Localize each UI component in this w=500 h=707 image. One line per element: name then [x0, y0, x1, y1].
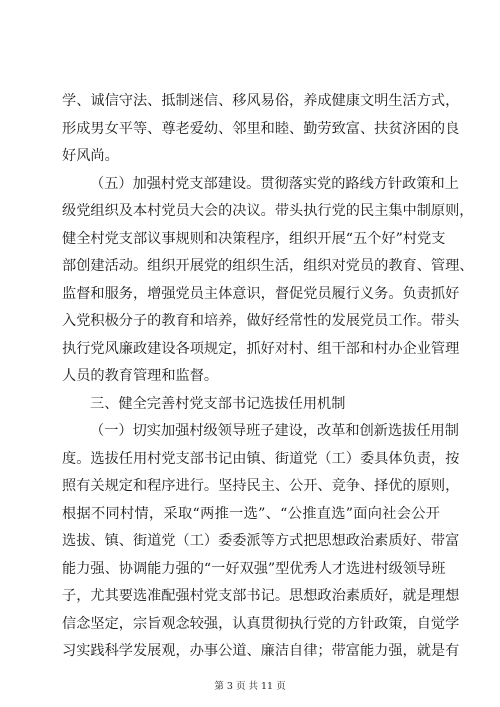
page-number-footer: 第 3 页 共 11 页 — [214, 681, 286, 692]
document-body — [62, 88, 474, 666]
text-line: 照有关规定和程序进行。坚持民主、公开、竞争、择优的原则， — [62, 478, 460, 494]
text-line: 入党积极分子的教育和培养，做好经常性的发展党员工作。带头 — [62, 313, 460, 329]
text-line: 监督和服务，增强党员主体意识，督促党员履行义务。负责抓好 — [62, 285, 460, 302]
paragraph-3 — [62, 418, 460, 666]
text-line: 信念坚定，宗旨观念较强，认真贯彻执行党的方针政策，自觉学 — [62, 615, 460, 632]
text-line: 形成男女平等、尊老爱幼、邻里和睦、勤劳致富、扶贫济困的良 — [62, 120, 460, 137]
text-line: 级党组织及本村党员大会的决议。带头执行党的民主集中制原则， — [62, 203, 474, 219]
text-line: （五）加强村党支部建设。贯彻落实党的路线方针政策和上 — [90, 175, 459, 192]
text-line: 好风尚。 — [62, 148, 119, 164]
text-line: 执行党风廉政建设各项规定，抓好对村、组干部和村办企业管理 — [62, 340, 460, 357]
text-line: 根据不同村情，采取“两推一选”、“公推直选”面向社会公开 — [62, 505, 440, 522]
text-line: （一）切实加强村级领导班子建设，改革和创新选拔任用制 — [90, 423, 459, 439]
section-heading: 三、健全完善村党支部书记选拔任用机制 — [90, 395, 346, 412]
text-line: 部创建活动。组织开展党的组织生活，组织对党员的教育、管理、 — [62, 258, 474, 274]
paragraph-2 — [62, 171, 474, 391]
text-line: 选拔、镇、街道党（工）委委派等方式把思想政治素质好、带富 — [62, 533, 460, 549]
text-line: 健全村党支部议事规则和决策程序，组织开展“五个好”村党支 — [62, 230, 446, 247]
text-line: 学、诚信守法、抵制迷信、移风易俗，养成健康文明生活方式， — [62, 93, 460, 109]
text-line: 人员的教育管理和监督。 — [62, 368, 219, 384]
text-line: 子，尤其要选准配强村党支部书记。思想政治素质好，就是理想 — [62, 588, 460, 604]
paragraph-1 — [62, 88, 460, 171]
text-line: 能力强、协调能力强的“一好双强”型优秀人才选进村级领导班 — [62, 560, 446, 577]
text-line: 度。选拔任用村党支部书记由镇、街道党（工）委具体负责，按 — [62, 450, 460, 467]
text-line: 习实践科学发展观，办事公道、廉洁自律；带富能力强，就是有 — [62, 643, 460, 659]
